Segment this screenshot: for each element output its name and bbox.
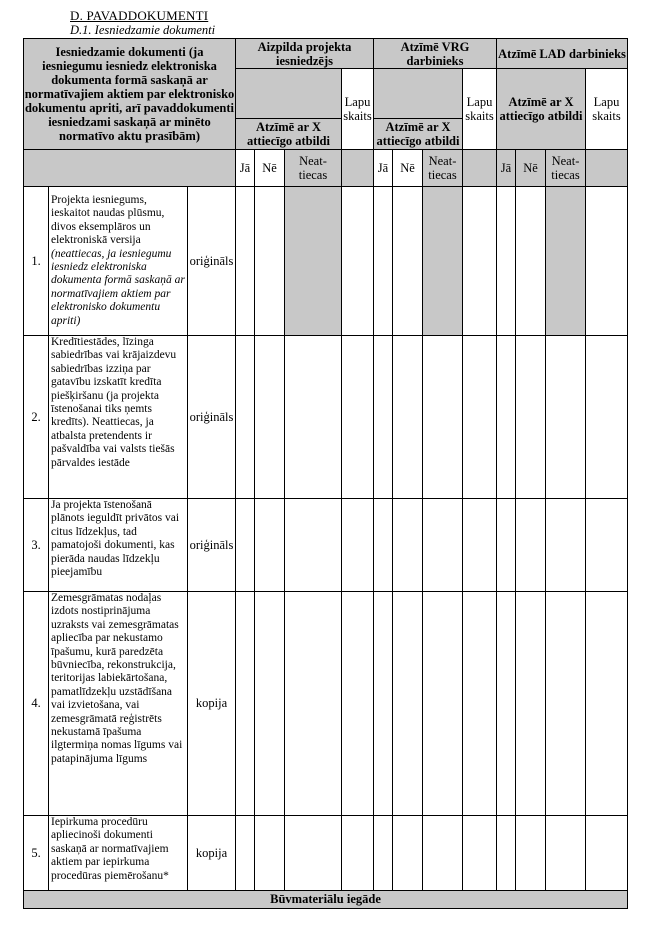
lad-no-cell[interactable] <box>516 816 546 891</box>
header-lad-no: Nē <box>516 150 546 187</box>
header-vrg-pages-blank <box>463 150 497 187</box>
table-row <box>24 816 628 891</box>
header-applicant-mark: Atzīmē ar X attiecīgo atbildi <box>236 119 342 150</box>
applicant-pages-cell[interactable] <box>342 499 374 592</box>
lad-pages-cell[interactable] <box>586 187 628 336</box>
applicant-pages-cell[interactable] <box>342 592 374 816</box>
applicant-yes-cell[interactable] <box>236 592 255 816</box>
lad-na-cell <box>546 187 586 336</box>
applicant-yes-cell[interactable] <box>236 816 255 891</box>
header-vrg-blank <box>374 69 463 119</box>
header-vrg-na: Neat-tiecas <box>423 150 463 187</box>
applicant-yes-cell[interactable] <box>236 187 255 336</box>
applicant-no-cell[interactable] <box>255 592 285 816</box>
vrg-yes-cell[interactable] <box>374 336 393 499</box>
lad-no-cell[interactable] <box>516 187 546 336</box>
header-lad-mark: Atzīmē ar X attiecīgo atbildi <box>497 69 586 150</box>
lad-yes-cell[interactable] <box>497 187 516 336</box>
vrg-no-cell[interactable] <box>393 592 423 816</box>
lad-na-cell[interactable] <box>546 816 586 891</box>
lad-pages-cell[interactable] <box>586 592 628 816</box>
applicant-no-cell[interactable] <box>255 499 285 592</box>
vrg-yes-cell[interactable] <box>374 816 393 891</box>
row-document-type: kopija <box>188 592 236 816</box>
applicant-na-cell[interactable] <box>285 336 342 499</box>
header-applicant-na: Neat-tiecas <box>285 150 342 187</box>
row-description: Iepirkuma procedūru apliecinoši dokumenti saskaņā ar normatīvajiem aktiem par iepirkuma procedūras piemērošanu* <box>49 816 188 891</box>
vrg-pages-cell[interactable] <box>463 499 497 592</box>
lad-pages-cell[interactable] <box>586 499 628 592</box>
header-applicant-pages: Lapu skaits <box>342 69 374 150</box>
row-document-type: oriģināls <box>188 336 236 499</box>
applicant-na-cell <box>285 187 342 336</box>
vrg-pages-cell[interactable] <box>463 592 497 816</box>
table-row <box>24 592 628 816</box>
header-lad-pages-blank <box>586 150 628 187</box>
vrg-na-cell[interactable] <box>423 816 463 891</box>
header-applicant: Aizpilda projekta iesniedzējs <box>236 39 374 69</box>
lad-pages-cell[interactable] <box>586 816 628 891</box>
header-blank <box>24 150 236 187</box>
table-row <box>24 336 628 499</box>
vrg-no-cell[interactable] <box>393 187 423 336</box>
header-applicant-no: Nē <box>255 150 285 187</box>
header-vrg-pages: Lapu skaits <box>463 69 497 150</box>
vrg-pages-cell[interactable] <box>463 336 497 499</box>
table-row <box>24 187 628 336</box>
lad-yes-cell[interactable] <box>497 816 516 891</box>
applicant-yes-cell[interactable] <box>236 336 255 499</box>
vrg-na-cell[interactable] <box>423 336 463 499</box>
row-description: Zemesgrāmatas nodaļas izdots nostiprinājuma uzraksts vai zemesgrāmatas apliecība par nekustamo īpašumu, kurā paredzēta būvniecība, rekonstrukcija, teritorijas labiekārtošana, pamatlīdzekļu uzstādīšana vai izvietošana, vai zemesgrāmatā reģistrēts nekustamā īpašuma ilgtermiņa nomas līgums vai patapinājuma līgums <box>49 592 188 816</box>
header-vrg: Atzīmē VRG darbinieks <box>374 39 497 69</box>
header-vrg-no: Nē <box>393 150 423 187</box>
applicant-no-cell[interactable] <box>255 816 285 891</box>
documents-table <box>23 38 628 909</box>
lad-pages-cell[interactable] <box>586 336 628 499</box>
vrg-na-cell[interactable] <box>423 592 463 816</box>
vrg-na-cell <box>423 187 463 336</box>
vrg-no-cell[interactable] <box>393 816 423 891</box>
lad-na-cell[interactable] <box>546 336 586 499</box>
header-vrg-mark: Atzīmē ar X attiecīgo atbildi <box>374 119 463 150</box>
applicant-no-cell[interactable] <box>255 336 285 499</box>
row-description: Projekta iesniegums, ieskaitot naudas plūsmu, divos eksemplāros un elektroniskā versija (neattiecas, ja iesniegumu iesniedz elektroniska dokumenta formā saskaņā ar normatīvajiem aktiem par elektronisko dokumentu apriti) <box>49 187 188 336</box>
lad-no-cell[interactable] <box>516 499 546 592</box>
lad-na-cell[interactable] <box>546 499 586 592</box>
header-vrg-yes: Jā <box>374 150 393 187</box>
row-description: Kredītiestādes, līzinga sabiedrības vai krājaizdevu sabiedrības izziņa par gatavību izskatīt kredīta piešķiršanu (ja projekta īstenošanai tiks ņemts kredīts). Neattiecas, ja atbalsta pretendents ir pašvaldība vai valsts tiešās pārvaldes iestāde <box>49 336 188 499</box>
applicant-pages-cell[interactable] <box>342 336 374 499</box>
vrg-pages-cell[interactable] <box>463 187 497 336</box>
row-number: 2. <box>24 336 49 499</box>
vrg-yes-cell[interactable] <box>374 187 393 336</box>
vrg-na-cell[interactable] <box>423 499 463 592</box>
vrg-no-cell[interactable] <box>393 499 423 592</box>
section-row: Būvmateriālu iegāde <box>24 891 628 909</box>
row-number: 3. <box>24 499 49 592</box>
applicant-pages-cell[interactable] <box>342 816 374 891</box>
heading <box>70 9 215 37</box>
header-applicant-blank <box>236 69 342 119</box>
header-applicant-yes: Jā <box>236 150 255 187</box>
header-documents: Iesniedzamie dokumenti (ja iesniegumu iesniedz elektroniska dokumenta formā saskaņā ar normatīvajiem aktiem par elektronisko dokumentu apriti, arī pavaddokumenti iesniedzami saskaņā ar minēto normatīvo aktu prasībām) <box>24 39 236 150</box>
row-description: Ja projekta īstenošanā plānots ieguldīt privātos vai citus līdzekļus, tad pamatojoši dokumenti, kas pierāda naudas līdzekļu pieejamību <box>49 499 188 592</box>
vrg-yes-cell[interactable] <box>374 499 393 592</box>
lad-no-cell[interactable] <box>516 336 546 499</box>
applicant-pages-cell[interactable] <box>342 187 374 336</box>
applicant-na-cell[interactable] <box>285 592 342 816</box>
header-applicant-pages-blank <box>342 150 374 187</box>
vrg-no-cell[interactable] <box>393 336 423 499</box>
vrg-yes-cell[interactable] <box>374 592 393 816</box>
applicant-yes-cell[interactable] <box>236 499 255 592</box>
applicant-no-cell[interactable] <box>255 187 285 336</box>
row-document-type: oriģināls <box>188 187 236 336</box>
subsection-title: D.1. Iesniedzamie dokumenti <box>70 23 216 37</box>
lad-yes-cell[interactable] <box>497 499 516 592</box>
applicant-na-cell[interactable] <box>285 499 342 592</box>
header-lad: Atzīmē LAD darbinieks <box>497 39 628 69</box>
row-number: 1. <box>24 187 49 336</box>
header-lad-yes: Jā <box>497 150 516 187</box>
row-number: 5. <box>24 816 49 891</box>
header-lad-na: Neat-tiecas <box>546 150 586 187</box>
row-document-type: kopija <box>188 816 236 891</box>
table-row <box>24 499 628 592</box>
applicant-na-cell[interactable] <box>285 816 342 891</box>
lad-no-cell[interactable] <box>516 592 546 816</box>
row-document-type: oriģināls <box>188 499 236 592</box>
vrg-pages-cell[interactable] <box>463 816 497 891</box>
section-title: D. PAVADDOKUMENTI <box>70 8 209 23</box>
row-number: 4. <box>24 592 49 816</box>
lad-yes-cell[interactable] <box>497 336 516 499</box>
lad-na-cell[interactable] <box>546 592 586 816</box>
header-lad-pages: Lapu skaits <box>586 69 628 150</box>
lad-yes-cell[interactable] <box>497 592 516 816</box>
